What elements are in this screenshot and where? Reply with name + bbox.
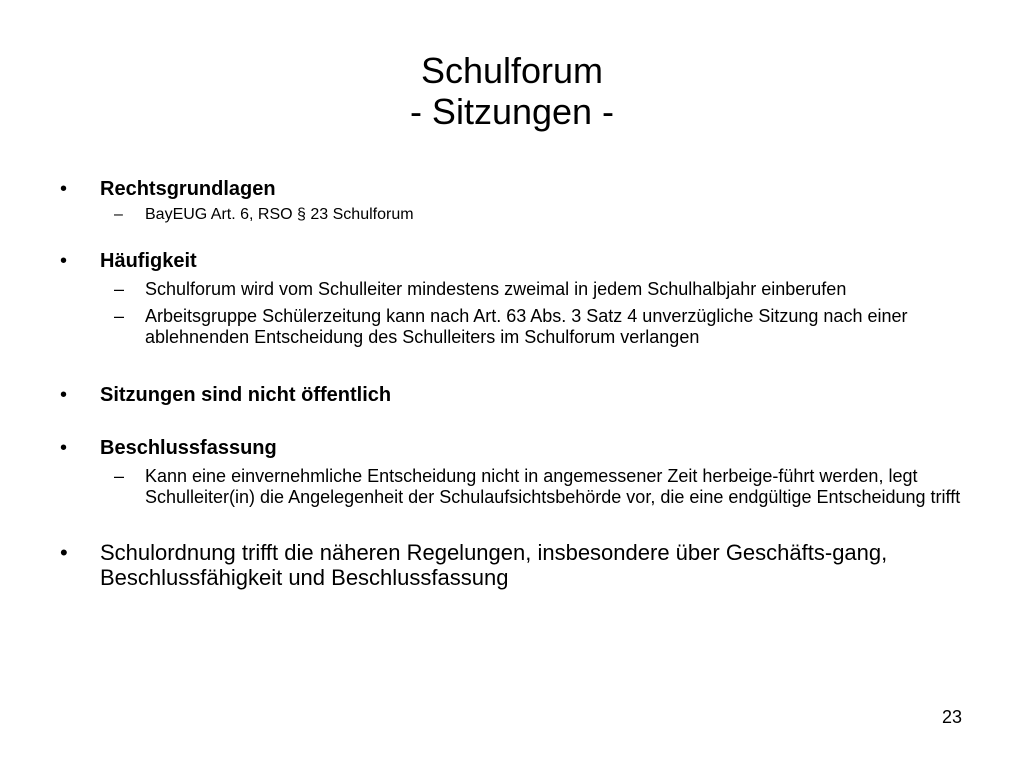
sub-item-text: Schulforum wird vom Schulleiter mindestens zweimal in jedem Schulhalbjahr einberufen [145, 279, 847, 299]
bullet-heading: Rechtsgrundlagen [100, 178, 276, 200]
sub-item-text: BayEUG Art. 6, RSO § 23 Schulforum [145, 206, 414, 223]
bullet-sitzungen-nicht-oeffentlich [58, 384, 968, 407]
bullet-beschlussfassung [58, 437, 968, 460]
bullet-marker: • [60, 384, 68, 406]
sub-item-text: Arbeitsgruppe Schülerzeitung kann nach Art. 63 Abs. 3 Satz 4 unverzügliche Sitzung nach einer ablehnenden Entscheidung des Schulleiters im Schulforum verlangen [145, 306, 908, 347]
sub-item [58, 279, 968, 300]
bullet-text: Schulordnung trifft die näheren Regelungen, insbesondere über Geschäfts-gang, Beschlussfähigkeit und Beschlussfassung [100, 540, 888, 590]
dash-marker: – [114, 206, 123, 223]
bullet-haeufigkeit [58, 250, 968, 273]
bullet-marker: • [60, 178, 68, 200]
title-line-2: - Sitzungen - [409, 91, 615, 132]
sub-item [58, 466, 968, 508]
title-line-1: Schulforum [420, 50, 604, 91]
sub-item [58, 306, 968, 348]
bullet-marker: • [60, 437, 68, 459]
bullet-heading: Sitzungen sind nicht öffentlich [100, 384, 392, 406]
dash-marker: – [114, 279, 125, 299]
dash-marker: – [114, 306, 125, 326]
bullet-rechtsgrundlagen [58, 178, 968, 201]
bullet-marker: • [60, 250, 68, 272]
dash-marker: – [114, 466, 125, 486]
slide-content [58, 178, 968, 590]
bullet-schulordnung [58, 540, 968, 590]
bullet-heading: Häufigkeit [100, 250, 197, 272]
bullet-marker: • [60, 540, 68, 565]
slide-title [0, 50, 1024, 132]
sub-item [58, 205, 968, 224]
page-number: 23 [941, 707, 962, 727]
bullet-heading: Beschlussfassung [100, 437, 277, 459]
sub-item-text: Kann eine einvernehmliche Entscheidung nicht in angemessener Zeit herbeige-führt werden, legt Schulleiter(in) die Angelegenheit der Schulaufsichtsbehörde vor, die eine endgültige Entscheidung trifft [145, 466, 961, 507]
